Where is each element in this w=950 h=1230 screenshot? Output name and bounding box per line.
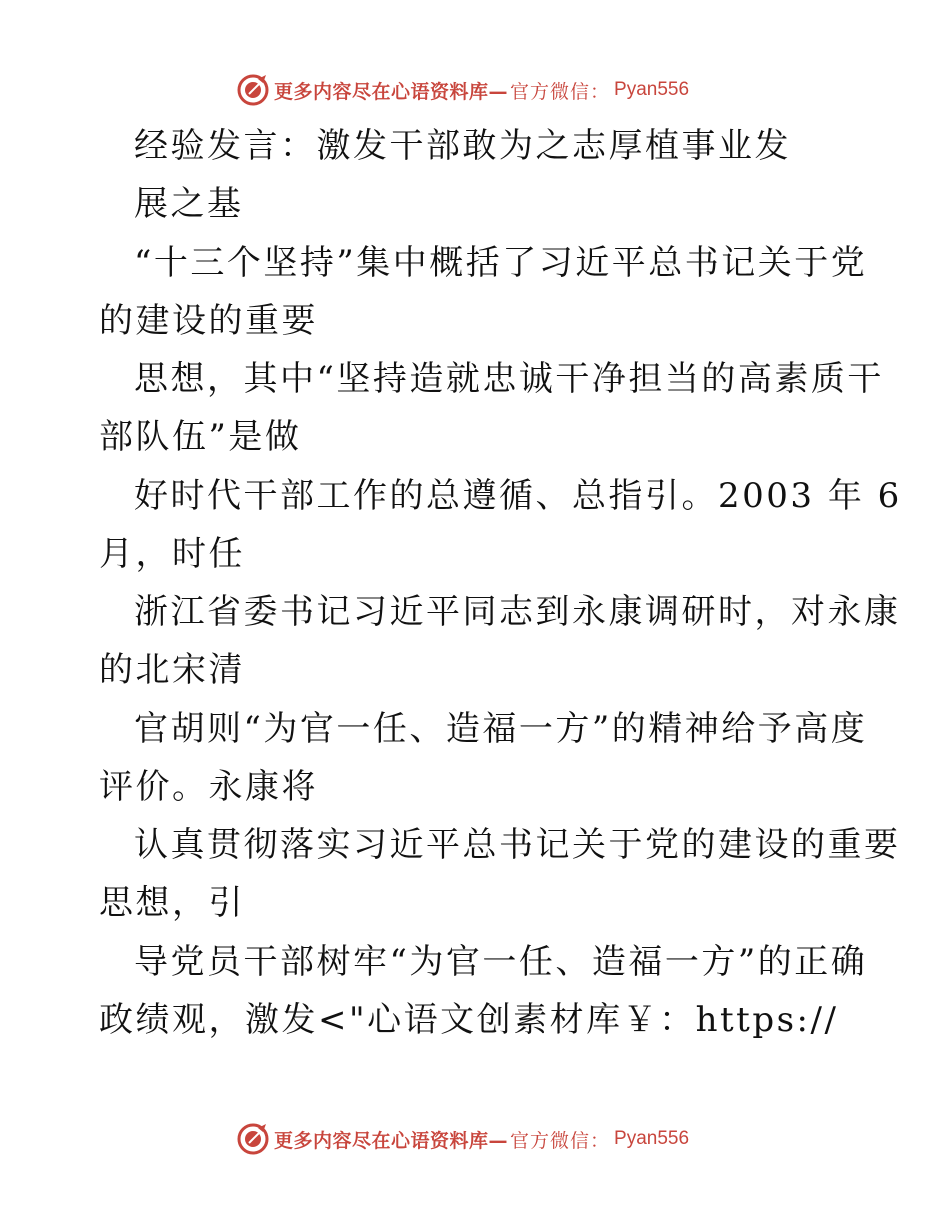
doc-line: 评价。永康将 xyxy=(99,767,318,807)
pen-logo-icon xyxy=(236,73,270,107)
footer-watermark xyxy=(236,1122,689,1156)
doc-line: 思想，其中“坚持造就忠诚干净担当的高素质干 xyxy=(134,359,884,399)
doc-line: 的建设的重要 xyxy=(99,301,318,341)
watermark-wechat-id: Pyan556 xyxy=(614,79,690,100)
doc-line: 浙江省委书记习近平同志到永康调研时，对永康 xyxy=(134,592,901,632)
watermark-wechat-id: Pyan556 xyxy=(614,1128,690,1149)
watermark-text: 更多内容尽在心语资料库— xyxy=(274,1129,509,1152)
header-watermark xyxy=(236,73,689,107)
doc-line: 月，时任 xyxy=(99,534,245,574)
doc-line: “十三个坚持”集中概括了习近平总书记关于党 xyxy=(134,243,868,283)
pen-logo-icon xyxy=(236,1122,270,1156)
doc-line: 好时代干部工作的总遵循、总指引。2003 年 6 xyxy=(134,476,902,516)
doc-line: 政绩观，激发<"心语文创素材库￥：https:// xyxy=(99,1000,839,1040)
doc-line-title-1: 经验发言：激发干部敢为之志厚植事业发 xyxy=(134,126,791,166)
watermark-wechat-label: 官方微信： xyxy=(510,1129,611,1152)
doc-line: 导党员干部树牢“为官一任、造福一方”的正确 xyxy=(134,942,868,982)
doc-line: 的北宋清 xyxy=(99,650,245,690)
doc-line: 认真贯彻落实习近平总书记关于党的建设的重要 xyxy=(134,825,901,865)
doc-line: 思想，引 xyxy=(99,883,245,923)
doc-line-title-2: 展之基 xyxy=(134,184,244,224)
watermark-text: 更多内容尽在心语资料库— xyxy=(274,80,509,103)
doc-line: 部队伍”是做 xyxy=(99,417,302,457)
watermark-wechat-label: 官方微信： xyxy=(510,80,611,103)
doc-line: 官胡则“为官一任、造福一方”的精神给予高度 xyxy=(134,709,868,749)
